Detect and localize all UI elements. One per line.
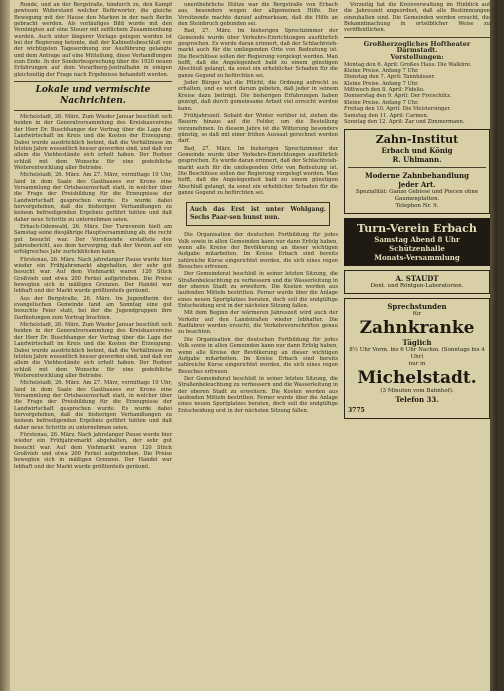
article-paragraph: Der Gemeinderat beschloß in seiner letzten Sitzung, die Straßenbeleuchtung zu verbessern und die Wasserleitung in der oberen Stadt zu erweitern. Die Kosten werden aus laufenden Mitteln bestritten. Ferner wurde über die Anlage eines neuen Sportplatzes beraten, doch soll die endgültige Entscheidung erst in der nächsten Sitzung fallen. bbox=[178, 271, 338, 310]
ad-turnverein-line-3: Monats-Versammlung bbox=[374, 253, 460, 263]
article-paragraph: Michelstadt, 26. März. Zum Wieder Januar beschloß sich beiden in der Generalversammlung des Kreisbauvereins der Herr Dr. Buschhanger der Vortrag über die Lage der Landwirtschaft im Kreis und die Kosten der Erzeugung. Dabei wurde ausdrücklich betont, daß die Verhältnisse im letzten Jahre wesentlich besser geworden sind, und daß vor allem die Viehbestände sich erholt haben. Der Redner schloß mit dem Wunsche für eine gedeihliche Weiterentwicklung aller Betriebe. bbox=[14, 322, 172, 379]
ad-sprech-line-1: Sprechstunden bbox=[387, 302, 447, 312]
theater-line: Kleine Preise. Anfang 7 Uhr. bbox=[344, 80, 419, 87]
ad-sprech-city: Michelstadt. bbox=[357, 368, 477, 389]
ad-zahn-phone: Telephon Nr. 9. bbox=[395, 203, 439, 210]
article-paragraph: Fürstenau, 26. März. Nach jahrelanger Pause wurde hier wieder ein Frühjahrsmarkt abgehalten, der sehr gut besucht war. Auf dem Viehmarkt waren 120 Stück Großvieh und etwa 200 Ferkel aufgetrieben. Die Preise bewegten sich in mäßigen Grenzen. Der Handel war lebhaft und der Markt wurde größtenteils geräumt. bbox=[14, 256, 172, 295]
ad-sprechstunden bbox=[344, 298, 490, 418]
column1-intro: Runde, und an der Bergstraße, hindurch zu, den Kampf gewissen Widerstand welcher Befürworter, die gleiche Bewegung mit der Hause den Marken in der nach Berlin gebracht werden. Als vorläufiges Bild wurde mit den Vereinigten auf eine Steuer mit zeitlichem Zusammenhang werden. Auch unter längerer Vorlage gelegen worden ist bei der Regierung betonte, daß der Kabinettsbeschluß von der wichtigsten Tagesordnung zur Ausführung gelangte und dem Antrage auf eine Mitteilung, diese Verhandlungen zum Ende. In der Sonderbesprechung über die 1920 neuen Erfahrungen auf dem Vorarlberg-Jentralbahn in einigen gleichzeitig der Frage nach Ergebnisse behandelt werden. bbox=[14, 2, 172, 78]
article-paragraph: Michelstadt, 26. März. Am 27. März, vormittags 10 Uhr, fand in dem Saale des Gasthauses zur Krone eine Versammlung der Ortsbauernschaft statt, in welcher über die Frage der Preisbildung für die Erzeugnisse der Landwirtschaft gesprochen wurde. Es wurde dabei hervorgehoben, daß die bisherigen Verhandlungen zu keinem befriedigenden Ergebnis geführt hätten und daß daher neue Schritte zu unternehmen seien. bbox=[14, 380, 172, 431]
section-heading: Lokale und vermischte Nachrichten. bbox=[35, 85, 151, 107]
ad-turnverein bbox=[344, 218, 490, 266]
theater-line: Kleine Preise. Anfang 7 Uhr. bbox=[344, 99, 419, 106]
column-1 bbox=[14, 2, 172, 689]
article-paragraph: Die Organisation der deutschen Fortbildung für jedes Volk sowie in allen Gemeinden kann nur dann Erfolg haben, wenn alle Kreise der Bevölkerung an dieser wichtigen Aufgabe mitarbeiten. Im Kreise Erbach sind bereits zahlreiche Kurse eingerichtet worden, die sich eines regen Besuches erfreuen. bbox=[178, 336, 338, 375]
theater-line: Samstag den 11. April: Carmen. bbox=[344, 112, 429, 119]
notice-box: Auch das Erst ist unter Wohlgang. Sechs Paar-sen hunst nun. bbox=[186, 202, 330, 226]
ad-staudt bbox=[344, 270, 490, 294]
ad-zahn-subtitle: Erbach und König bbox=[381, 146, 453, 156]
theater-line: Mittwoch den 8. April: Fidelio. bbox=[344, 87, 425, 94]
article-paragraph: Fürstenau, 26. März. Nach jahrelanger Pause wurde hier wieder ein Frühjahrsmarkt abgehalten, der sehr gut besucht war. Auf dem Viehmarkt waren 120 Stück Großvieh und etwa 200 Ferkel aufgetrieben. Die Preise bewegten sich in mäßigen Grenzen. Der Handel war lebhaft und der Markt wurde größtenteils geräumt. bbox=[14, 431, 172, 470]
ad-zahn-owner: R. Uhlmann. bbox=[392, 155, 442, 165]
column-3 bbox=[344, 2, 490, 689]
article-paragraph: Bad, 27. März. Im bisherigen Sprechzimmer der Gemeinde wurde über Verkehrs-Einrichtungen ausführlich gesprochen. Es wurde daran erinnert, daß der Schlachtvieh-markt auch für die umliegenden Orte von Bedeutung ist. Die Beschlüsse sollen der Regierung vorgelegt werden. Man hofft, daß die Angelegenheit bald zu einem günstigen Abschluß gelangt, da sonst ein erheblicher Schaden für die ganze Gegend zu befürchten sei. bbox=[178, 28, 338, 79]
ad-turnverein-line-1: Samstag Abend 8 Uhr bbox=[374, 235, 460, 245]
page-edge bbox=[490, 0, 497, 691]
article-paragraph: Frühjahrszeit. Sobald der Winter vorüber ist, ziehen die Bauern hinaus auf die Felder, um die Bestellung vorzunehmen. In diesem Jahre ist die Witterung besonders günstig, so daß mit einer frühen Aussaat gerechnet werden darf. bbox=[178, 112, 338, 145]
article-paragraph: Mit dem Beginn der wärmeren Jahreszeit wird auch der Verkehr auf den Landstraßen wieder lebhafter. Die Radfahrer werden ersucht, die Verkehrsvorschriften genau zu beachten. bbox=[178, 310, 338, 336]
ad-zahn-title: Zahn-Institut bbox=[375, 133, 459, 147]
theater-line: Dienstag den 7. April: Tannhäuser. bbox=[344, 74, 436, 81]
ad-zahn-specialty: Spezialität: Ganze Gebisse und Piecen ohne Gaumenplatten. bbox=[355, 189, 479, 203]
theater-line: Freitag den 10. April: Die Meistersinger. bbox=[344, 106, 451, 113]
article-paragraph: Michelstadt, 26. März. Zum Wieder Januar beschloß sich beiden in der Generalversammlung des Kreisbauvereins der Herr Dr. Buschhanger der Vortrag über die Lage der Landwirtschaft im Kreis und die Kosten der Erzeugung. Dabei wurde ausdrücklich betont, daß die Verhältnisse im letzten Jahre wesentlich besser geworden sind, und daß vor allem die Viehbestände sich erholt haben. Der Redner schloß mit dem Wunsche für eine gedeihliche Weiterentwicklung aller Betriebe. bbox=[14, 114, 172, 171]
divider bbox=[14, 81, 172, 82]
article-paragraph: Michelstadt, 26. März. Am 27. März, vormittags 10 Uhr, fand in dem Saale des Gasthauses zur Krone eine Versammlung der Ortsbauernschaft statt, in welcher über die Frage der Preisbildung für die Erzeugnisse der Landwirtschaft gesprochen wurde. Es wurde dabei hervorgehoben, daß die bisherigen Verhandlungen zu keinem befriedigenden Ergebnis geführt hätten und daß daher neue Schritte zu unternehmen seien. bbox=[14, 172, 172, 223]
article-paragraph: unentbehrliche Stütze war die Bergstraße von Erbach aus, besonders wegen der allgemeinen Hilfe. Der Vorsitzende machte darauf aufmerksam, daß die Hilfe an den Steinbruch gebunden sei. bbox=[178, 2, 338, 28]
ad-sprech-line-2: für bbox=[412, 311, 422, 318]
ad-sprech-phone: Telefon 33. bbox=[395, 395, 439, 405]
ad-staudt-desc: Dent. und Röntgen-Laboratorien. bbox=[370, 283, 464, 290]
divider bbox=[344, 37, 490, 38]
ad-sprech-only-in: nur in bbox=[408, 361, 426, 368]
article-paragraph: Die Organisation der deutschen Fortbildung für jedes Volk sowie in allen Gemeinden kann nur dann Erfolg haben, wenn alle Kreise der Bevölkerung an dieser wichtigen Aufgabe mitarbeiten. Im Kreise Erbach sind bereits zahlreiche Kurse eingerichtet worden, die sich eines regen Besuches erfreuen. bbox=[178, 232, 338, 271]
article-paragraph: Erbach-Odenwald, 26. März. Der Turnverein hielt am Samstag seine diesjährige Hauptversammlung ab, die recht gut besucht war. Der Vorsitzende erstattete den Jahresbericht, aus dem hervorging, daß der Verein auf ein erfolgreiches Jahr zurückblicken kann. bbox=[14, 223, 172, 256]
ad-staudt-name: A. STAUDT bbox=[395, 274, 439, 284]
column3-intro: Vorzeitig hat die Kreisverwaltung im Hinblick auf die Jahreszeit angeordnet, daß alle Bestimmungen einzuhalten sind. Die Gemeinden werden ersucht, die Bekanntmachung in ortsüblicher Weise zu veröffentlichen. bbox=[344, 2, 490, 34]
divider bbox=[14, 110, 172, 111]
ad-turnverein-line-2: Schützenhalle bbox=[389, 244, 445, 254]
page-spine bbox=[0, 0, 10, 691]
ad-sprech-title: Zahnkranke bbox=[359, 318, 475, 339]
ad-zahn-institut bbox=[344, 129, 490, 214]
ad-zahn-tagline-1: Moderne Zahnbehandlung bbox=[365, 171, 469, 181]
ad-sprech-location: (3 Minuten vom Bahnhof). bbox=[380, 388, 454, 395]
page-number: 3775 bbox=[348, 407, 365, 415]
theater-line: Donnerstag den 9. April: Der Freischütz. bbox=[344, 93, 452, 100]
column-2 bbox=[178, 2, 338, 689]
theater-heading: Großherzogliches Hoftheater Darmstadt. bbox=[363, 39, 471, 55]
ad-turnverein-title: Turn-Verein Erbach bbox=[357, 222, 477, 236]
ad-sprech-daily: Täglich bbox=[402, 338, 432, 348]
article-paragraph: Bad, 27. März. Im bisherigen Sprechzimmer der Gemeinde wurde über Verkehrs-Einrichtungen ausführlich gesprochen. Es wurde daran erinnert, daß der Schlachtvieh-markt auch für die umliegenden Orte von Bedeutung ist. Die Beschlüsse sollen der Regierung vorgelegt werden. Man hofft, daß die Angelegenheit bald zu einem günstigen Abschluß gelangt, da sonst ein erheblicher Schaden für die ganze Gegend zu befürchten sei. bbox=[178, 145, 338, 196]
theater-subheading: Vorstellungen: bbox=[390, 53, 444, 62]
theater-line: Montag den 6. April: Großes Haus: Die Walküre. bbox=[344, 61, 472, 68]
article-paragraph: Der Gemeinderat beschloß in seiner letzten Sitzung, die Straßenbeleuchtung zu verbessern und die Wasserleitung in der oberen Stadt zu erweitern. Die Kosten werden aus laufenden Mitteln bestritten. Ferner wurde über die Anlage eines neuen Sportplatzes beraten, doch soll die endgültige Entscheidung erst in der nächsten Sitzung fallen. bbox=[178, 375, 338, 414]
article-paragraph: Aus der Bergstraße, 26. März. Im Jugendheim der evangelischen Gemeinde fand am Sonntag eine gut besuchte Feier statt, bei der die Jugendgruppen ihre Darbietungen zum Vortrag brachten. bbox=[14, 295, 172, 321]
divider bbox=[348, 167, 486, 168]
theater-line: Sonntag den 12. April: Zar und Zimmermann. bbox=[344, 118, 465, 125]
theater-line: Kleine Preise. Anfang 7 Uhr. bbox=[344, 68, 419, 75]
ad-sprech-hours: 8½ Uhr Vorm. bis 6 Uhr Nachm. (Sonntags bis 4 Uhr) bbox=[349, 347, 485, 361]
article-paragraph: Jeder Bürger hat die Pflicht, die Ordnung aufrecht zu erhalten, und es wird darum gebeten, daß jeder in seinem Kreise dazu beiträgt. Die bisherigen Erfahrungen haben gezeigt, daß durch gemeinsame Arbeit viel erreicht werden kann. bbox=[178, 80, 338, 112]
ad-zahn-tagline-2: jeder Art. bbox=[398, 180, 436, 190]
